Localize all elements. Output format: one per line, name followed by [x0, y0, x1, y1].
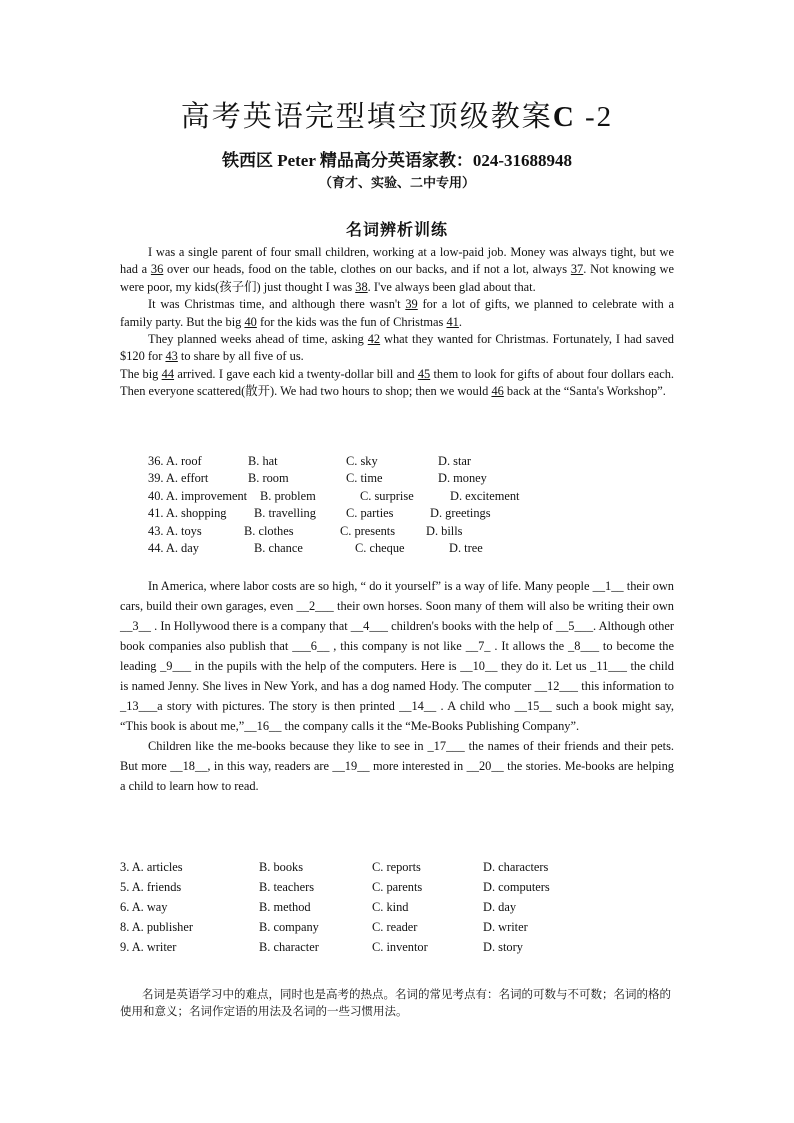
passage-one: [120, 244, 674, 401]
blank-46: 46: [491, 384, 504, 399]
blank-41: 41: [446, 314, 459, 329]
option-d: D. greetings: [430, 506, 491, 521]
option-b: B. chance: [254, 541, 303, 556]
blank-36: 36: [150, 262, 164, 277]
option-c: C. inventor: [372, 940, 428, 954]
title-code: C: [552, 101, 576, 133]
option-d: D. tree: [449, 541, 483, 556]
page-title: [0, 94, 794, 135]
passage-one-paragraph: [120, 296, 674, 331]
option-row: [148, 540, 550, 557]
option-a: 41. A. shopping: [148, 506, 227, 521]
page-subtitle: 铁西区 Peter 精品高分英语家教：024-31688948: [221, 151, 573, 170]
option-c: C. time: [346, 471, 383, 486]
option-a: 36. A. roof: [148, 454, 202, 468]
blank-45: 45: [417, 366, 431, 381]
blank-39: 39: [405, 297, 418, 312]
option-a: 40. A. improvement: [148, 488, 248, 503]
option-d: D. computers: [483, 880, 550, 894]
blank-42: 42: [367, 332, 381, 347]
option-d: D. bills: [426, 523, 463, 538]
option-b: B. company: [259, 920, 319, 934]
option-a: 8. A. publisher: [120, 920, 193, 934]
text-run: . Not knowing we were poor, my kids(孩子们) just thought I was: [120, 262, 674, 294]
option-row: [120, 917, 593, 937]
option-c: C. reader: [372, 920, 418, 934]
option-c: C. reports: [372, 860, 421, 874]
option-d: D. story: [483, 940, 523, 954]
text-run: It was Christmas time, and although there wasn't: [148, 297, 406, 312]
blank-38: 38: [355, 279, 368, 294]
option-c: C. parents: [372, 880, 423, 894]
option-d: D. characters: [483, 860, 549, 874]
options-list-one: [148, 453, 550, 557]
option-b: B. character: [259, 940, 319, 954]
text-run: for a lot of gifts, we planned to celebrate with a family party. But the big: [120, 297, 674, 329]
text-run: .: [458, 314, 462, 329]
text-run: what they wanted for Christmas. Fortunately, I had saved $120 for: [120, 332, 674, 364]
option-a: 3. A. articles: [120, 860, 183, 874]
blank-37: 37: [570, 262, 584, 277]
options-list-two: [120, 857, 593, 957]
option-row: [148, 453, 550, 470]
option-a: 5. A. friends: [120, 880, 182, 894]
option-b: B. travelling: [254, 506, 316, 521]
option-a: 9. A. writer: [120, 940, 177, 954]
option-row: [120, 877, 593, 897]
passage-two: [120, 576, 674, 796]
option-b: B. method: [259, 900, 311, 914]
option-c: C. parties: [346, 506, 394, 521]
blank-43: 43: [165, 349, 178, 364]
option-a: 43. A. toys: [148, 523, 202, 538]
option-c: C. surprise: [360, 488, 414, 503]
passage-two-paragraph: In America, where labor costs are so high, “ do it yourself” is a way of life. Many people __1__ their own cars, build their own garages, even __2___ their own horses. Soon many of them will also be writing their own __3__ . In Hollywood there is a company that __4___ children's books with the help of __5___. Although other book companies also publish that ___6__ , this company is not like __7_ . It allows the _8___ to become the leading _9___ in the pupils with the help of the computers. Here is __10__ they do it. Let us _11___ the child is named Jenny. She lives in New York, and has a dog named Hody. The computer __12___ this information to _13___a story with pictures. The story is then printed __14__ . A child who __15__ such a book might say, “This book is about me,”__16__ the company calls it the “Me-Books Publishing Company”.: [120, 579, 674, 733]
text-run: to share by all five of us.: [177, 349, 304, 364]
option-row: [120, 857, 593, 877]
option-d: D. writer: [483, 920, 528, 934]
text-run: over our heads, food on the table, clothes on our backs, and if not a lot, always: [163, 262, 571, 277]
option-row: [148, 523, 550, 540]
option-row: [120, 897, 593, 917]
text-run: for the kids was the fun of Christmas: [256, 314, 447, 329]
section-title: 名词辨析训练: [345, 222, 448, 239]
blank-44: 44: [161, 366, 175, 381]
footer-note: 名词是英语学习中的难点，同时也是高考的热点。名词的常见考点有：名词的可数与不可数；名词的格的使用和意义；名词作定语的用法及名词的一些习惯用法。: [120, 987, 671, 1018]
title-main: 高考英语完型填空顶级教案: [180, 101, 553, 133]
text-run: back at the “Santa's Workshop”.: [503, 384, 666, 399]
text-run: The big: [120, 366, 162, 381]
option-row: [148, 488, 550, 505]
option-d: D. day: [483, 900, 517, 914]
option-row: [120, 937, 593, 957]
text-run: . I've always been glad about that.: [367, 279, 536, 294]
school-note: （育才、实验、二中专用）: [318, 175, 475, 190]
text-run: arrived. I gave each kid a twenty-dollar bill and: [174, 366, 418, 381]
option-b: B. hat: [248, 454, 278, 468]
option-b: B. teachers: [259, 880, 315, 894]
option-a: 39. A. effort: [148, 471, 209, 486]
blank-40: 40: [244, 314, 257, 329]
option-a: 44. A. day: [148, 541, 199, 556]
option-b: B. books: [259, 860, 304, 874]
option-a: 6. A. way: [120, 900, 168, 914]
passage-one-paragraph: [120, 244, 674, 296]
passage-one-paragraph: [120, 366, 674, 401]
text-run: them to look for gifts of about four dollars each. Then everyone scattered(散开). We had two hours to shop; then we would: [120, 366, 674, 399]
text-run: I was a single parent of four small children, working at a low-paid job. Money was always tight, but we had a: [120, 245, 674, 277]
passage-one-paragraph: [120, 331, 674, 366]
option-row: [148, 505, 550, 522]
title-suffix: -2: [585, 101, 614, 133]
passage-two-paragraph: Children like the me-books because they like to see in _17___ the names of their friends and their pets. But more __18__, in this way, readers are __19__ more interested in __20__ the stories. Me-books are helping a child to learn how to read.: [120, 739, 674, 793]
option-c: C. cheque: [355, 541, 405, 556]
text-run: They planned weeks ahead of time, asking: [148, 332, 368, 347]
option-d: D. excitement: [450, 488, 520, 503]
option-c: C. presents: [340, 523, 396, 538]
option-b: B. problem: [260, 488, 316, 503]
option-row: [148, 470, 550, 487]
option-d: D. money: [438, 471, 487, 486]
option-b: B. room: [248, 471, 289, 486]
option-c: C. sky: [346, 454, 378, 468]
option-b: B. clothes: [244, 523, 294, 538]
option-c: C. kind: [372, 900, 409, 914]
option-d: D. star: [438, 454, 472, 468]
